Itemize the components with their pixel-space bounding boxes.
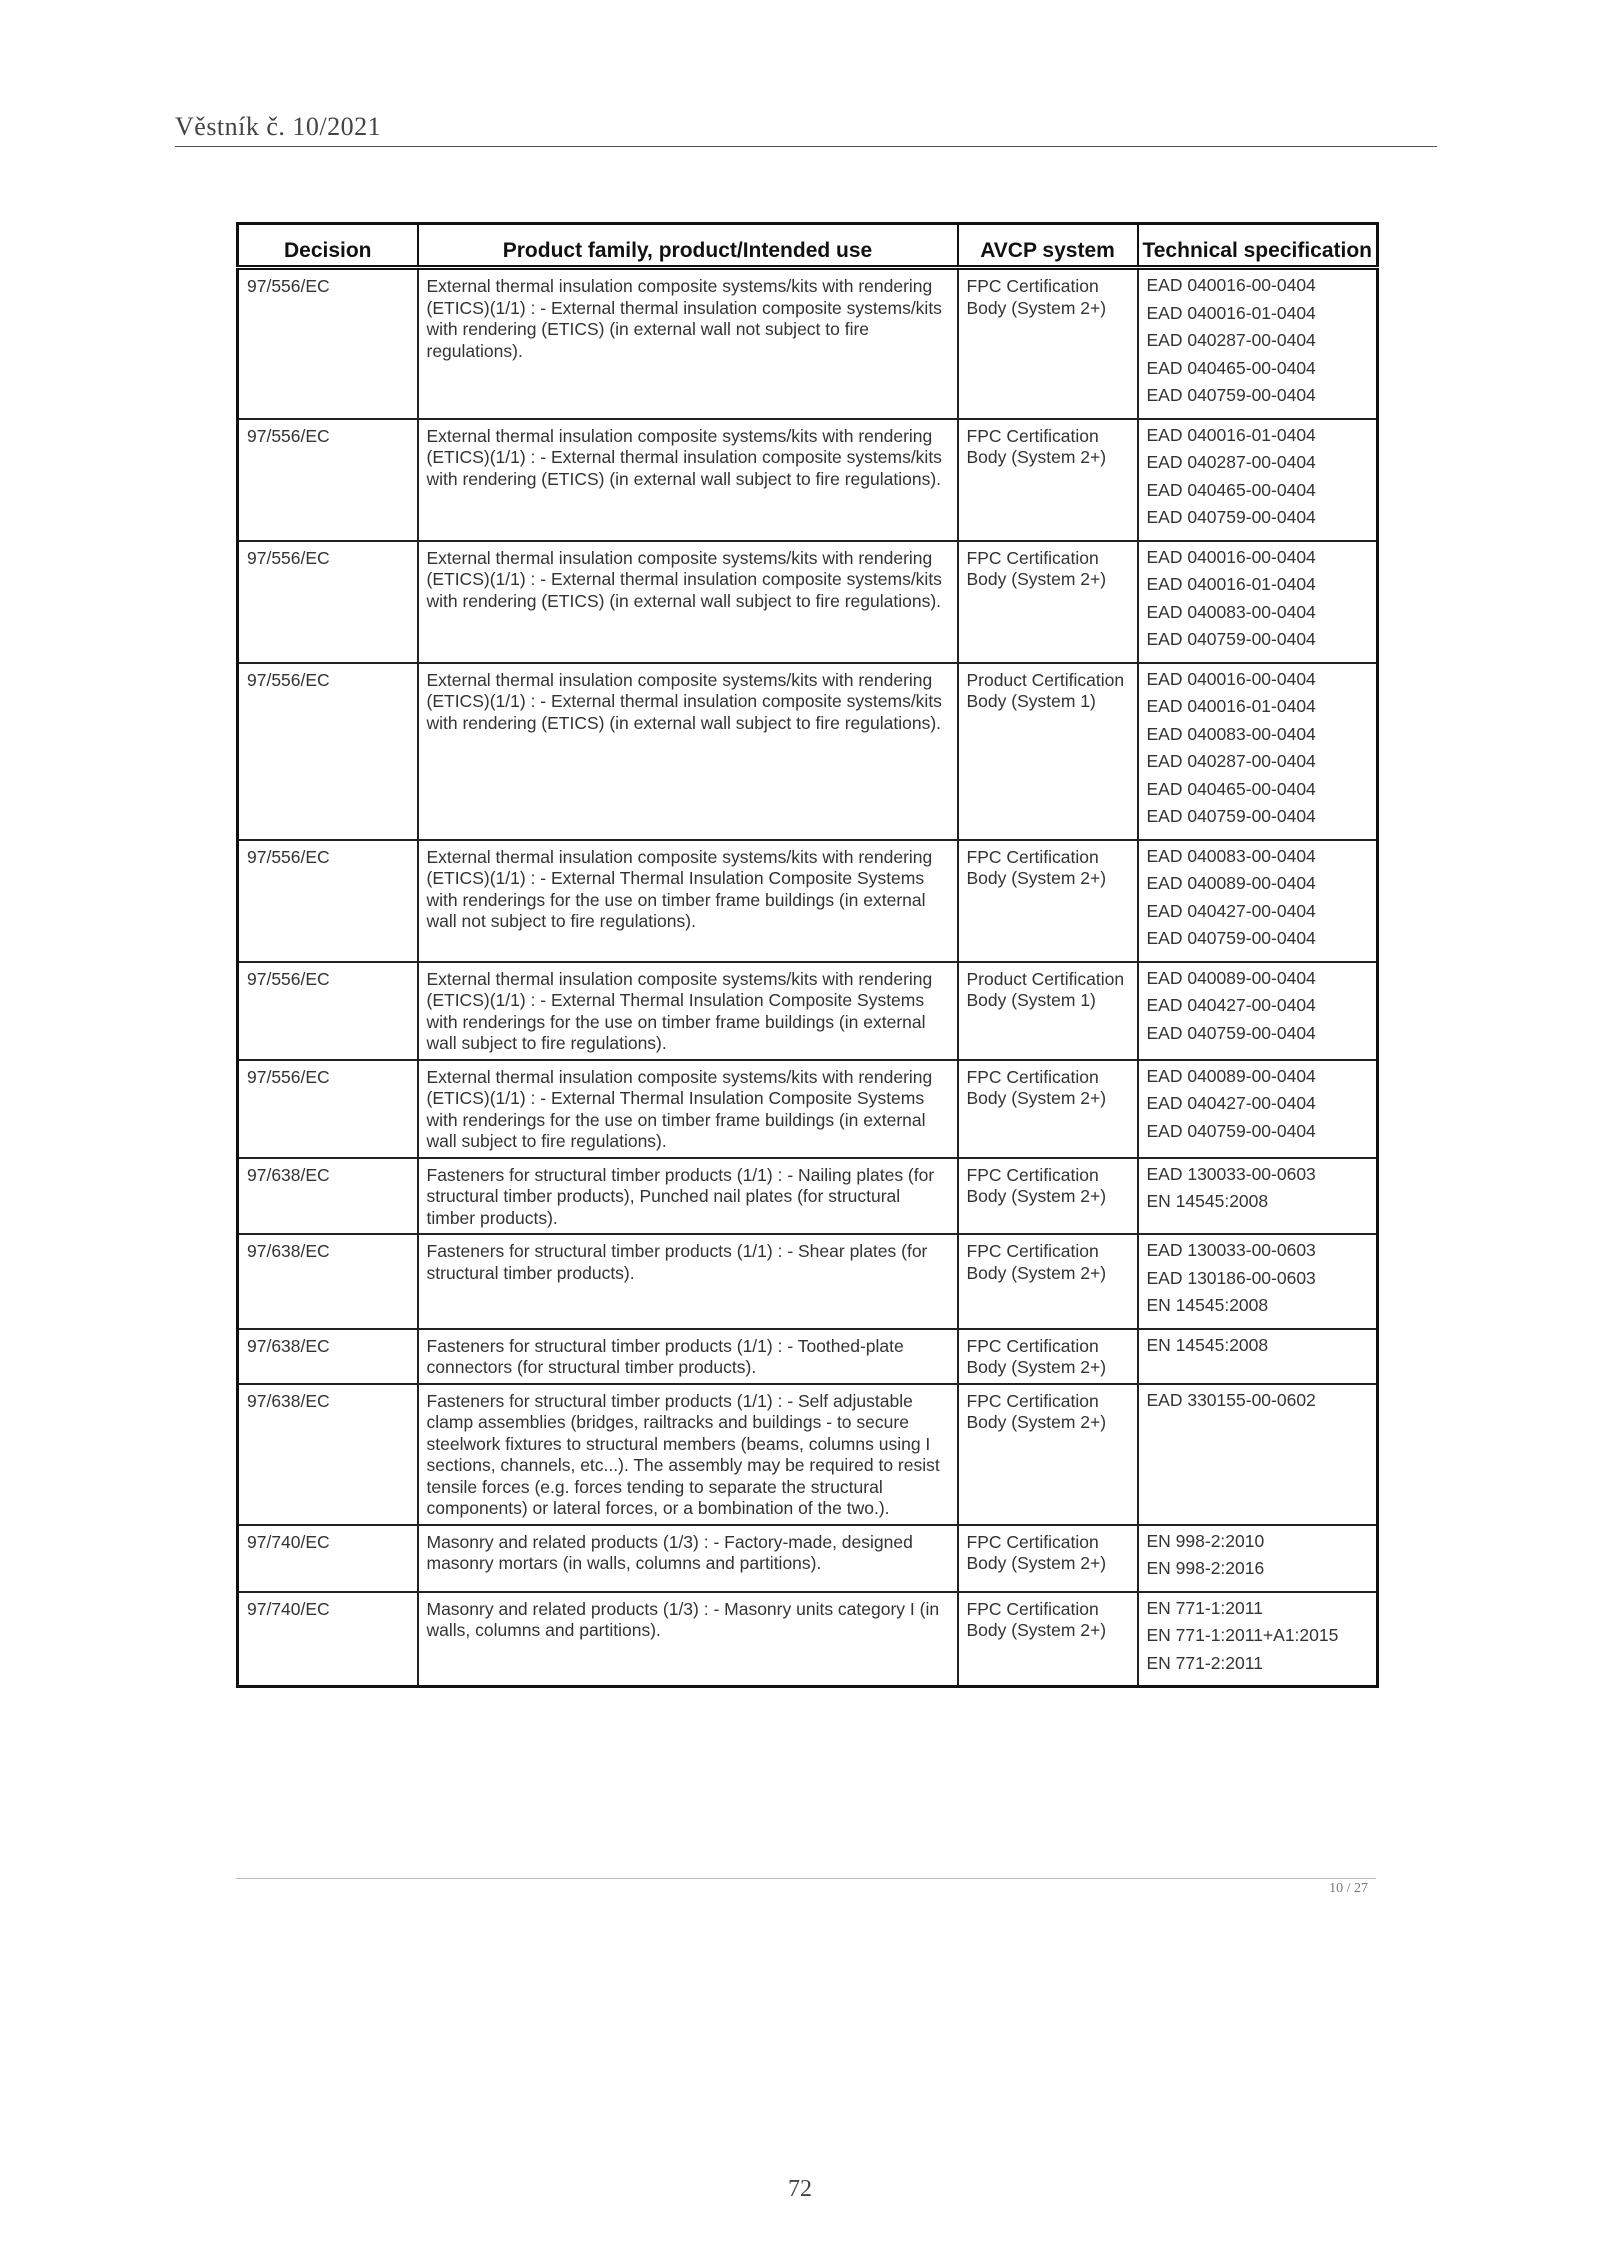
spec-item: EN 771-2:2011: [1146, 1652, 1263, 1673]
spec-item: EN 771-1:2011+A1:2015: [1146, 1625, 1339, 1645]
spec-item: EAD 040759-00-0404: [1146, 385, 1316, 405]
product-cell: Masonry and related products (1/3) : - Factory-made, designed masonry mortars (in walls, columns and partitions).: [418, 1525, 958, 1592]
table-row: [238, 663, 1378, 840]
bulletin-title: Věstník č. 10/2021: [175, 112, 382, 141]
spec-item: EAD 040287-00-0404: [1146, 330, 1316, 350]
table-row: [238, 1525, 1378, 1592]
spec-item: EAD 040759-00-0404: [1146, 629, 1316, 649]
spec-item: EAD 040287-00-0404: [1146, 751, 1316, 771]
decisions-table-container: [236, 222, 1376, 1688]
spec-cell: [1138, 1592, 1378, 1687]
spec-item: EAD 040016-01-0404: [1146, 574, 1316, 594]
product-cell: Masonry and related products (1/3) : - Masonry units category I (in walls, columns and partitions).: [418, 1592, 958, 1687]
avcp-cell: Product Certification Body (System 1): [958, 663, 1138, 840]
avcp-cell: Product Certification Body (System 1): [958, 962, 1138, 1060]
spec-item: EAD 040759-00-0404: [1146, 1022, 1316, 1043]
page-number: 72: [788, 2176, 812, 2202]
spec-cell: [1138, 268, 1378, 419]
decision-cell: 97/556/EC: [238, 962, 418, 1060]
spec-item: EAD 040016-00-0404: [1146, 668, 1316, 689]
avcp-cell: FPC Certification Body (System 2+): [958, 1384, 1138, 1525]
avcp-cell: FPC Certification Body (System 2+): [958, 840, 1138, 962]
decision-cell: 97/556/EC: [238, 419, 418, 541]
column-header-product: Product family, product/Intended use: [418, 224, 958, 268]
spec-item: EAD 040427-00-0404: [1146, 1093, 1316, 1113]
spec-item: EAD 130033-00-0603: [1146, 1240, 1316, 1260]
footer-divider: [236, 1878, 1376, 1879]
spec-item: EAD 040083-00-0404: [1146, 845, 1316, 866]
spec-item: EN 14545:2008: [1146, 1334, 1269, 1355]
table-row: [238, 1592, 1378, 1687]
spec-cell: [1138, 1384, 1378, 1525]
decision-cell: 97/638/EC: [238, 1329, 418, 1384]
spec-item: EAD 040427-00-0404: [1146, 900, 1316, 921]
spec-item: EN 998-2:2016: [1146, 1558, 1265, 1578]
spec-item: EAD 040465-00-0404: [1146, 357, 1316, 378]
table-row: [238, 1234, 1378, 1329]
decision-cell: 97/638/EC: [238, 1234, 418, 1329]
spec-item: EAD 040465-00-0404: [1146, 479, 1316, 500]
decision-cell: 97/556/EC: [238, 268, 418, 419]
decision-cell: 97/740/EC: [238, 1525, 418, 1592]
avcp-cell: FPC Certification Body (System 2+): [958, 1525, 1138, 1592]
product-cell: Fasteners for structural timber products (1/1) : - Nailing plates (for structural timber products), Punched nail plates (for structural timber products).: [418, 1158, 958, 1235]
avcp-cell: FPC Certification Body (System 2+): [958, 419, 1138, 541]
avcp-cell: FPC Certification Body (System 2+): [958, 268, 1138, 419]
spec-item: EN 771-1:2011: [1146, 1597, 1263, 1618]
table-header-row: [238, 224, 1378, 268]
decision-cell: 97/556/EC: [238, 1060, 418, 1158]
table-row: [238, 268, 1378, 419]
product-cell: External thermal insulation composite systems/kits with rendering (ETICS)(1/1) : - External Thermal Insulation Composite Systems with renderings for the use on timber frame buildings (in external wall subject to fire regulations).: [418, 962, 958, 1060]
product-cell: External thermal insulation composite systems/kits with rendering (ETICS)(1/1) : - External Thermal Insulation Composite Systems with renderings for the use on timber frame buildings (in external wall subject to fire regulations).: [418, 1060, 958, 1158]
spec-item: EAD 040759-00-0404: [1146, 806, 1316, 826]
table-row: [238, 1384, 1378, 1525]
spec-cell: [1138, 663, 1378, 840]
table-row: [238, 1158, 1378, 1235]
spec-cell: [1138, 1060, 1378, 1158]
spec-item: EN 14545:2008: [1146, 1295, 1269, 1315]
product-cell: Fasteners for structural timber products (1/1) : - Toothed-plate connectors (for structural timber products).: [418, 1329, 958, 1384]
spec-cell: [1138, 840, 1378, 962]
product-cell: External thermal insulation composite systems/kits with rendering (ETICS)(1/1) : - External thermal insulation composite systems/kits with rendering (ETICS) (in external wall subject to fire regulations).: [418, 419, 958, 541]
spec-item: EAD 040465-00-0404: [1146, 778, 1316, 799]
product-cell: Fasteners for structural timber products (1/1) : - Shear plates (for structural timber products).: [418, 1234, 958, 1329]
spec-cell: [1138, 1329, 1378, 1384]
spec-item: EAD 130033-00-0603: [1146, 1163, 1316, 1184]
spec-item: EAD 040016-01-0404: [1146, 424, 1316, 445]
product-cell: Fasteners for structural timber products (1/1) : - Self adjustable clamp assemblies (bridges, railtracks and buildings - to secure steelwork fixtures to structural members (beams, columns using I sections, channels, etc...). The assembly may be required to resist tensile forces (e.g. forces tending to separate the structural components) or lateral forces, or a bombination of the two.).: [418, 1384, 958, 1525]
decisions-table: [236, 222, 1379, 1688]
spec-cell: [1138, 1525, 1378, 1592]
spec-item: EAD 330155-00-0602: [1146, 1389, 1316, 1410]
spec-item: EAD 040287-00-0404: [1146, 452, 1316, 472]
header-divider: [175, 146, 1437, 147]
spec-item: EAD 040089-00-0404: [1146, 873, 1316, 893]
spec-item: EN 998-2:2010: [1146, 1530, 1265, 1551]
spec-cell: [1138, 1234, 1378, 1329]
spec-item: EAD 040016-00-0404: [1146, 275, 1316, 295]
avcp-cell: FPC Certification Body (System 2+): [958, 1234, 1138, 1329]
table-body: [238, 268, 1378, 1687]
product-cell: External thermal insulation composite systems/kits with rendering (ETICS)(1/1) : - External thermal insulation composite systems/kits with rendering (ETICS) (in external wall subject to fire regulations).: [418, 663, 958, 840]
spec-item: EAD 040089-00-0404: [1146, 967, 1316, 988]
avcp-cell: FPC Certification Body (System 2+): [958, 1592, 1138, 1687]
column-header-avcp: AVCP system: [958, 224, 1138, 268]
spec-item: EAD 040016-00-0404: [1146, 546, 1316, 567]
spec-cell: [1138, 541, 1378, 663]
avcp-cell: FPC Certification Body (System 2+): [958, 541, 1138, 663]
table-row: [238, 1060, 1378, 1158]
avcp-cell: FPC Certification Body (System 2+): [958, 1158, 1138, 1235]
spec-item: EAD 040759-00-0404: [1146, 928, 1316, 948]
table-row: [238, 419, 1378, 541]
product-cell: External thermal insulation composite systems/kits with rendering (ETICS)(1/1) : - External thermal insulation composite systems/kits with rendering (ETICS) (in external wall subject to fire regulations).: [418, 541, 958, 663]
decision-cell: 97/638/EC: [238, 1158, 418, 1235]
table-row: [238, 541, 1378, 663]
spec-item: EAD 040016-01-0404: [1146, 302, 1316, 323]
product-cell: External thermal insulation composite systems/kits with rendering (ETICS)(1/1) : - External thermal insulation composite systems/kits with rendering (ETICS) (in external wall not subject to fire regulations).: [418, 268, 958, 419]
spec-item: EN 14545:2008: [1146, 1191, 1269, 1211]
spec-item: EAD 040016-01-0404: [1146, 696, 1316, 716]
spec-item: EAD 130186-00-0603: [1146, 1267, 1316, 1288]
column-header-spec: Technical specification: [1138, 224, 1378, 268]
decision-cell: 97/740/EC: [238, 1592, 418, 1687]
spec-item: EAD 040083-00-0404: [1146, 601, 1316, 622]
avcp-cell: FPC Certification Body (System 2+): [958, 1060, 1138, 1158]
decision-cell: 97/556/EC: [238, 840, 418, 962]
decision-cell: 97/638/EC: [238, 1384, 418, 1525]
avcp-cell: FPC Certification Body (System 2+): [958, 1329, 1138, 1384]
table-row: [238, 1329, 1378, 1384]
spec-item: EAD 040427-00-0404: [1146, 995, 1316, 1015]
spec-item: EAD 040089-00-0404: [1146, 1065, 1316, 1086]
product-cell: External thermal insulation composite systems/kits with rendering (ETICS)(1/1) : - External Thermal Insulation Composite Systems with renderings for the use on timber frame buildings (in external wall not subject to fire regulations).: [418, 840, 958, 962]
spec-item: EAD 040759-00-0404: [1146, 507, 1316, 527]
page-of-count: 10 / 27: [1329, 1881, 1368, 1896]
spec-item: EAD 040759-00-0404: [1146, 1120, 1316, 1141]
decision-cell: 97/556/EC: [238, 663, 418, 840]
decision-cell: 97/556/EC: [238, 541, 418, 663]
spec-cell: [1138, 419, 1378, 541]
spec-cell: [1138, 1158, 1378, 1235]
spec-item: EAD 040083-00-0404: [1146, 723, 1316, 744]
table-row: [238, 840, 1378, 962]
spec-cell: [1138, 962, 1378, 1060]
column-header-decision: Decision: [238, 224, 418, 268]
table-row: [238, 962, 1378, 1060]
